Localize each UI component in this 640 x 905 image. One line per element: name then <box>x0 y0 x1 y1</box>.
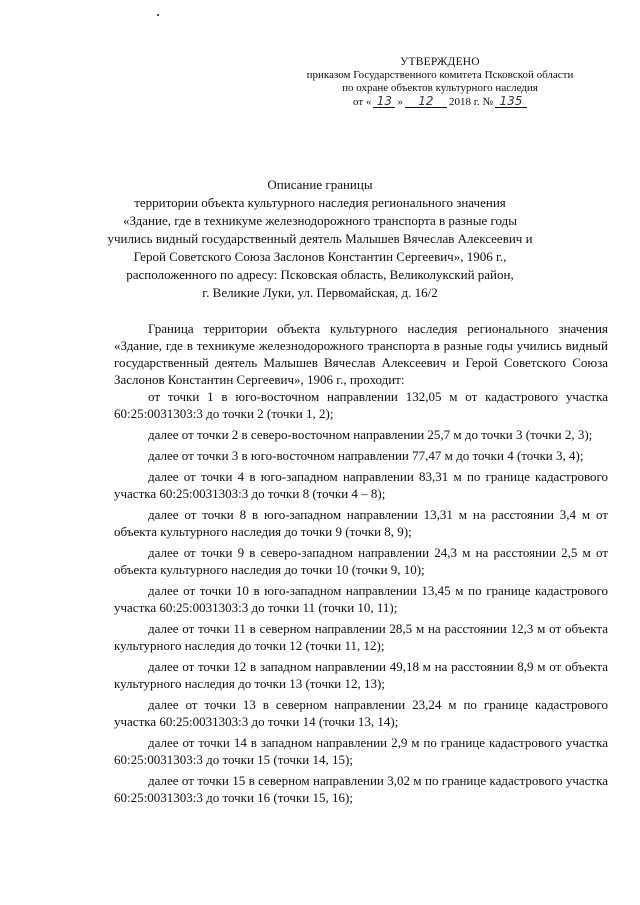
boundary-segment: далее от точки 14 в западном направлении 2,9 м по границе кадастрового участка 60:25:0031303:3 до точки 15 (точки 14, 15); <box>114 735 608 767</box>
boundary-segment: далее от точки 10 в юго-западном направлении 13,45 м по границе кадастрового участка 60:25:0031303:3 до точки 11 (точки 10, 11); <box>114 583 608 615</box>
intro-paragraph: Граница территории объекта культурного наследия регионального значения «Здание, где в техникуме железнодорожного транспорта в разные годы учились видный государственный деятель Малышев Вячеслав Алексеевич и Герой Советского Союза Заслонов Константин Сергеевич», 1906 г., проходит: <box>114 321 608 387</box>
title-line: учились видный государственный деятель Малышев Вячеслав Алексеевич и <box>107 231 533 246</box>
boundary-segment: далее от точки 11 в северном направлении 28,5 м на расстоянии 12,3 м от объекта культурного наследия до точки 12 (точки 11, 12); <box>114 621 608 653</box>
boundary-segment: далее от точки 4 в юго-западном направлении 83,31 м по границе кадастрового участка 60:25:0031303:3 до точки 8 (точки 4 – 8); <box>114 469 608 501</box>
approval-line-2: по охране объектов культурного наследия <box>342 82 538 94</box>
title-line: Описание границы <box>267 177 373 192</box>
stray-mark <box>157 14 159 16</box>
boundary-segment: далее от точки 3 в юго-восточном направлении 77,47 м до точки 4 (точки 3, 4); <box>148 448 584 463</box>
title-line: Герой Советского Союза Заслонов Константин Сергеевич», 1906 г., <box>133 249 507 264</box>
title-line: г. Великие Луки, ул. Первомайская, д. 16/2 <box>202 285 438 300</box>
boundary-segment: далее от точки 9 в северо-западном направлении 24,3 м на расстоянии 2,5 м от объекта культурного наследия до точки 10 (точки 9, 10); <box>114 545 608 577</box>
boundary-segment: далее от точки 15 в северном направлении 3,02 м по границе кадастрового участка 60:25:0031303:3 до точки 16 (точки 15, 16); <box>114 773 608 805</box>
order-date-line <box>280 95 600 109</box>
order-number-handwritten: 135 <box>495 95 527 108</box>
document-body <box>114 320 608 810</box>
boundary-segment: далее от точки 8 в юго-западном направлении 13,31 м на расстоянии 3,4 м от объекта культурного наследия до точки 9 (точки 8, 9); <box>114 507 608 539</box>
boundary-segment: далее от точки 12 в западном направлении 49,18 м на расстоянии 8,9 м от объекта культурного наследия до точки 13 (точки 12, 13); <box>114 659 608 691</box>
order-day-handwritten: 13 <box>373 95 395 108</box>
approval-title: УТВЕРЖДЕНО <box>400 56 480 68</box>
title-line: расположенного по адресу: Псковская область, Великолукский район, <box>126 267 514 282</box>
boundary-segment: далее от точки 13 в северном направлении 23,24 м по границе кадастрового участка 60:25:0031303:3 до точки 14 (точки 13, 14); <box>114 697 608 729</box>
boundary-segment: далее от точки 2 в северо-восточном направлении 25,7 м до точки 3 (точки 2, 3); <box>148 427 593 442</box>
order-month-handwritten: 12 <box>405 95 447 108</box>
order-mid: » <box>397 96 403 108</box>
document-title <box>70 176 570 302</box>
order-prefix: от « <box>353 96 372 108</box>
approval-stamp-block <box>280 56 600 109</box>
boundary-segment: от точки 1 в юго-восточном направлении 132,05 м от кадастрового участка 60:25:0031303:3 до точки 2 (точки 1, 2); <box>114 389 608 421</box>
order-year: 2018 г. № <box>448 96 493 108</box>
title-line: «Здание, где в техникуме железнодорожного транспорта в разные годы <box>122 213 518 228</box>
approval-line-1: приказом Государственного комитета Псковской области <box>306 69 574 81</box>
title-line: территории объекта культурного наследия регионального значения <box>134 195 506 210</box>
